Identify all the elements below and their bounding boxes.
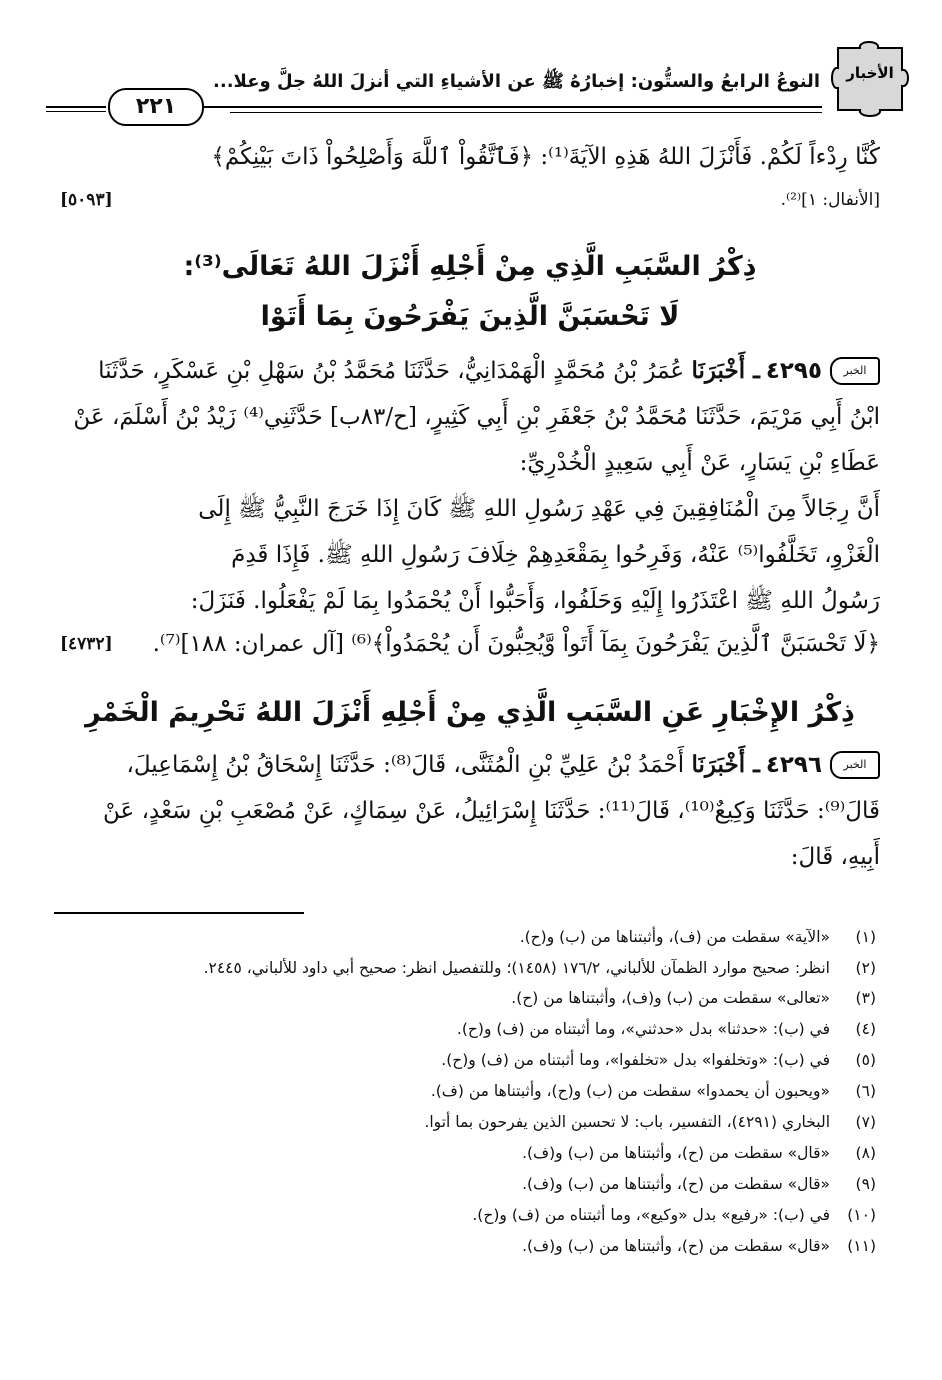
page-header xyxy=(46,36,912,124)
rule-right xyxy=(202,106,230,108)
page-number: ٢٢١ xyxy=(108,88,204,126)
hadith-tag: [٥٠٩٣] xyxy=(60,190,113,210)
khabar-badge-icon: الخبر xyxy=(830,751,880,779)
footnote: (١٠) في (ب): «رفيع» بدل «وكيع»، وما أثبتناه من (ف) و(ح). xyxy=(472,1206,876,1224)
hadith-1-matn-line3: رَسُولُ اللهِ ﷺ اعْتَذَرُوا إِلَيْهِ وَحَلَفُوا، وَأَحَبُّوا أَنْ يُحْمَدُوا بِمَا لَمْ يَفْعَلُوا. فَنَزَلَ: xyxy=(190,588,880,614)
rule-left-top xyxy=(46,106,106,108)
hadith-1-isnad-line1 xyxy=(60,348,880,394)
isnad-text: عُمَرُ بْنُ مُحَمَّدٍ الْهَمْدَانِيُّ، حَدَّثَنَا مُحَمَّدُ بْنُ سَهْلِ بْنِ عَسْكَرٍ، حَدَّثَنَا xyxy=(98,358,685,384)
footnote: (٩) «قال» سقطت من (ح)، وأثبتناها من (ب) و(ف). xyxy=(522,1175,876,1193)
hadith-2-isnad-line1 xyxy=(60,742,880,788)
footnote: (١١) «قال» سقطت من (ح)، وأثبتناها من (ب) و(ف). xyxy=(522,1237,876,1255)
footnote: (٤) في (ب): «حدثنا» بدل «حدثني»، وما أثبتناه من (ف) و(ح). xyxy=(456,1020,876,1038)
akhbarana-word: ـ أَخْبَرَنَا xyxy=(691,751,760,778)
page-number-frame xyxy=(46,84,230,128)
running-title: النوعُ الرابعُ والستُّون: إخبارُهُ ﷺ عن الأشياءِ التي أنزلَ اللهُ جلَّ وعلا... xyxy=(213,71,820,92)
section-label: الأخبار xyxy=(846,64,894,82)
footnote: (٨) «قال» سقطت من (ح)، وأثبتناها من (ب) و(ف). xyxy=(522,1144,876,1162)
main-text xyxy=(60,134,880,880)
intro-line: كُنَّا رِدْءاً لَكُمْ. فَأَنْزَلَ اللهُ هَذِهِ الآيَةَ⁽¹⁾: ﴿فَٱتَّقُواْ ٱللَّهَ وَأَصْلِحُواْ ذَاتَ بَيْنِكُمْ﴾ xyxy=(211,144,880,170)
footnotes xyxy=(76,922,876,1262)
section-title-2: ذِكْرُ الإِخْبَارِ عَنِ السَّبَبِ الَّذِي مِنْ أَجْلِهِ أَنْزَلَ اللهُ تَحْرِيمَ الْخَمْرِ xyxy=(85,697,855,728)
akhbarana-word: ـ أَخْبَرَنَا xyxy=(691,357,760,384)
hadith-1-matn-line2: الْغَزْوِ، تَخَلَّفُوا⁽⁵⁾ عَنْهُ، وَفَرِحُوا بِمَقْعَدِهِمْ خِلَافَ رَسُولِ اللهِ ﷺ. فَإِذَا قَدِمَ xyxy=(231,542,880,568)
hadith-2-isnad-line3: أَبِيهِ، قَالَ: xyxy=(790,844,880,870)
intro-reference-row xyxy=(60,180,880,224)
section-title-1-line1: ذِكْرُ السَّبَبِ الَّذِي مِنْ أَجْلِهِ أَنْزَلَ اللهُ تَعَالَى⁽³⁾: xyxy=(183,251,757,282)
header-rule xyxy=(230,106,822,113)
hadith-1-final-row xyxy=(60,624,880,668)
footnote: (٢) انظر: صحيح موارد الظمآن للألباني، ١٧٦/٢ (١٤٥٨)؛ وللتفصيل انظر: صحيح أبي داود للألباني، ٢٤٤٥. xyxy=(203,959,876,977)
surah-reference: [الأنفال: ١]⁽²⁾. xyxy=(780,190,880,210)
hadith-1-matn-line1: أَنَّ رِجَالاً مِنَ الْمُنَافِقِينَ فِي عَهْدِ رَسُولِ اللهِ ﷺ كَانَ إِذَا خَرَجَ النَّبِيُّ ﷺ إِلَى xyxy=(198,496,880,522)
footnote: (٧) البخاري (٤٢٩١)، التفسير، باب: لا تحسبن الذين يفرحون بما أتوا. xyxy=(424,1113,876,1131)
hadith-1-isnad-line2: ابْنُ أَبِي مَرْيَمَ، حَدَّثَنَا مُحَمَّدُ بْنُ جَعْفَرِ بْنِ أَبِي كَثِيرٍ، [ح/٨٣ب] حَدَّثَنِي⁽⁴⁾ زَيْدُ بْنُ أَسْلَمَ، عَنْ xyxy=(73,404,880,430)
footnote: (١) «الآية» سقطت من (ف)، وأثبتناها من (ب) و(ح). xyxy=(519,928,876,946)
footnote: (٥) في (ب): «وتخلفوا» بدل «تخلفوا»، وما أثبتناه من (ف) و(ح). xyxy=(441,1051,876,1069)
hadith-number: ٤٢٩٦ xyxy=(765,752,822,778)
hadith-1-matn-line4: ﴿لَا تَحْسَبَنَّ ٱلَّذِينَ يَفْرَحُونَ بِمَآ أَتَواْ وَّيُحِبُّونَ أَن يُحْمَدُواْ﴾⁽⁶⁾ [آل عمران: ١٨٨]⁽⁷⁾. xyxy=(152,631,880,657)
footnote-separator xyxy=(54,912,304,914)
section-title-1-line2: لَا تَحْسَبَنَّ الَّذِينَ يَفْرَحُونَ بِمَا أَتَوْا xyxy=(260,301,680,332)
hadith-number: ٤٢٩٥ xyxy=(765,358,822,384)
khabar-badge-icon: الخبر xyxy=(830,357,880,385)
footnote: (٣) «تعالى» سقطت من (ب) و(ف)، وأثبتناها من (ح). xyxy=(511,989,876,1007)
isnad-text: أَحْمَدُ بْنُ عَلِيِّ بْنِ الْمُثَنَّى، قَالَ⁽⁸⁾: حَدَّثَنَا إِسْحَاقُ بْنُ إِسْمَاعِيلَ، xyxy=(126,752,685,778)
hadith-tag: [٤٧٣٢] xyxy=(60,634,113,654)
footnote: (٦) «ويحبون أن يحمدوا» سقطت من (ب) و(ح)، وأثبتناها من (ف). xyxy=(430,1082,876,1100)
rule-left-bottom xyxy=(46,111,106,112)
hadith-2-isnad-line2: قَالَ⁽⁹⁾: حَدَّثَنَا وَكِيعٌ⁽¹⁰⁾، قَالَ⁽¹¹⁾: حَدَّثَنَا إِسْرَائِيلُ، عَنْ سِمَاكٍ، عَنْ مُصْعَبِ بْنِ سَعْدٍ، عَنْ xyxy=(103,798,880,824)
hadith-1-isnad-line3: عَطَاءِ بْنِ يَسَارٍ، عَنْ أَبِي سَعِيدٍ الْخُدْرِيِّ: xyxy=(519,450,880,476)
